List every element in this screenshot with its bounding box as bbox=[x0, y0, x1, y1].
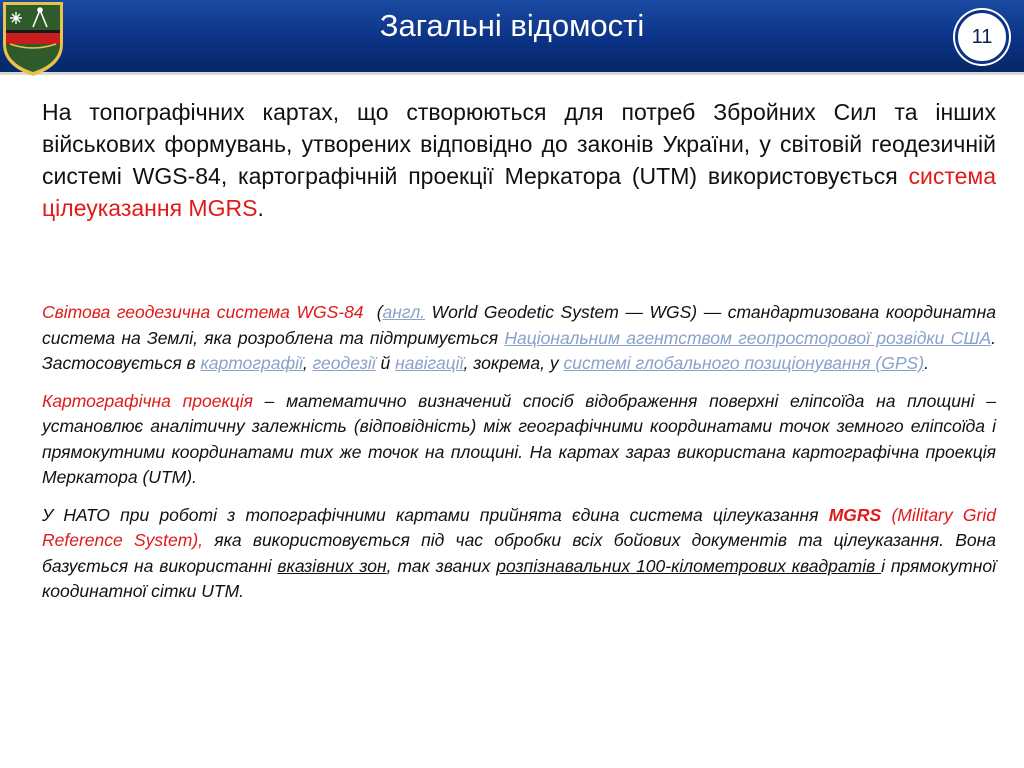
wgs-including: , зокрема, у bbox=[463, 353, 564, 373]
lang-link[interactable]: англ. bbox=[382, 302, 426, 322]
wgs-comma: , bbox=[302, 353, 313, 373]
geodesy-link[interactable]: геодезії bbox=[312, 353, 376, 373]
navigation-link[interactable]: навігації bbox=[395, 353, 464, 373]
agency-link[interactable]: Національним агентством геопросторової розвідки США bbox=[504, 327, 992, 348]
nato-text-2: яка використовується під час обробки всіх бойових документів та цілеуказання. Вона базується на використанні bbox=[42, 530, 997, 576]
mgrs-full-name: (Military Grid Reference System), bbox=[42, 504, 996, 550]
wgs-end: . bbox=[924, 353, 929, 373]
projection-paragraph bbox=[42, 389, 996, 491]
zones-term: вказівних зон bbox=[277, 555, 387, 576]
projection-term: Картографічна проекція bbox=[42, 390, 253, 411]
header-divider bbox=[0, 72, 1024, 75]
slide-content bbox=[42, 96, 996, 617]
nato-text-3: , так званих bbox=[386, 555, 497, 576]
squares-term: розпізнавальних 100-кілометрових квадратів bbox=[496, 555, 882, 576]
wgs-and: й bbox=[375, 353, 396, 373]
wgs-english: World Geodetic System — WGS) — стандартизована координатна система на Землі, яка розроблена та підтримується bbox=[42, 302, 996, 348]
mgrs-highlight: система цілеуказання MGRS bbox=[42, 163, 996, 221]
nato-text-4: і прямокутної коодинатної сітки UTM. bbox=[42, 555, 996, 601]
slide-title: Загальні відомості bbox=[379, 8, 645, 43]
mgrs-term: MGRS bbox=[828, 504, 882, 525]
wgs-open: ( bbox=[376, 302, 383, 322]
intro-paragraph bbox=[42, 96, 996, 224]
wgs-paragraph bbox=[42, 300, 996, 377]
nato-paragraph bbox=[42, 503, 996, 605]
wgs-term: Світова геодезична система WGS-84 bbox=[42, 302, 364, 322]
gps-link[interactable]: системі глобального позиціонування (GPS) bbox=[563, 353, 925, 373]
intro-text: На топографічних картах, що створюються для потреб Збройних Сил та інших військових формувань, утворених відповідно до законів України, у світовій геодезичній системі WGS-84, картографічній проекції Меркатора (UTM) використовується bbox=[42, 99, 996, 189]
projection-text: – математично визначений спосіб відображення поверхні еліпсоїда на площині – установлює аналітичну залежність (відповідність) між географічними координатами точок земного еліпсоїда і прямокутними координатами тих же точок на площині. На картах зараз використана картографічна проекція Меркатора (UTM). bbox=[42, 390, 996, 487]
page-number-badge: 11 bbox=[955, 10, 1009, 64]
intro-end: . bbox=[257, 195, 264, 221]
cartography-link[interactable]: картографії bbox=[200, 353, 303, 373]
nato-text-1: У НАТО при роботі з топографічними картами прийнята єдина система цілеуказання bbox=[42, 504, 829, 525]
wgs-applied: . Застосовується в bbox=[42, 327, 996, 373]
